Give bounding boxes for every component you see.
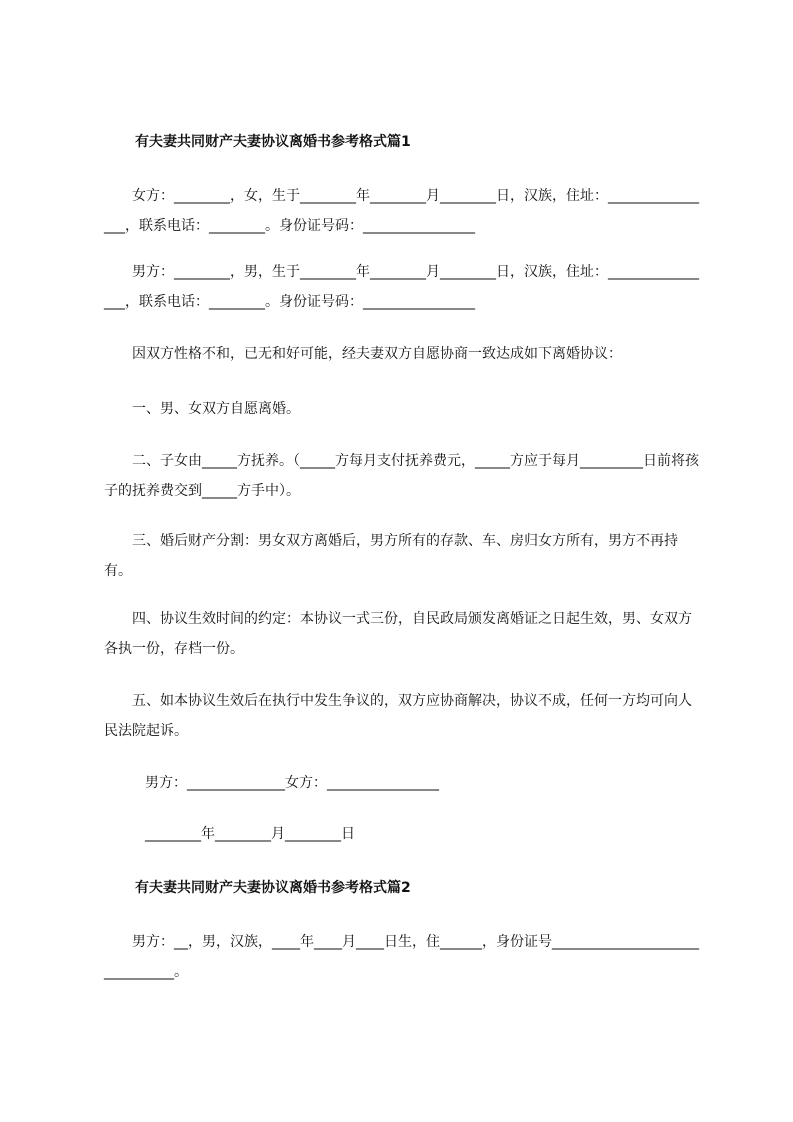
clause-3: 三、婚后财产分割：男女双方离婚后，男方所有的存款、车、房归女方所有，男方不再持有。 xyxy=(104,533,678,579)
section1-heading: 有夫妻共同财产夫妻协议离婚书参考格式篇1 xyxy=(135,134,411,150)
section2-heading: 有夫妻共同财产夫妻协议离婚书参考格式篇2 xyxy=(135,880,411,896)
section2-male-info: 男方：__，男，汉族，____年____月____日生，住______，身份证号_______________________________。 xyxy=(104,934,699,980)
intro-paragraph: 因双方性格不和，已无和好可能，经夫妻双方自愿协商一致达成如下离婚协议： xyxy=(132,346,622,362)
male-info-paragraph: 男方：________，男，生于________年________月________日，汉族，住址：________________，联系电话：________。身份证号码：________________ xyxy=(104,264,699,310)
clause-1: 一、男、女双方自愿离婚。 xyxy=(132,401,300,417)
clause-5: 五、如本协议生效后在执行中发生争议的，双方应协商解决，协议不成，任何一方均可向人民法院起诉。 xyxy=(104,693,692,739)
female-info-paragraph: 女方：________，女，生于________年________月________日，汉族，住址：________________，联系电话：________。身份证号码：________________ xyxy=(104,188,699,234)
clause-4: 四、协议生效时间的约定：本协议一式三份，自民政局颁发离婚证之日起生效，男、女双方各执一份，存档一份。 xyxy=(104,611,692,657)
signature-line: 男方：______________女方：________________ xyxy=(145,775,439,791)
date-line: ________年________月________日 xyxy=(145,826,355,842)
clause-2: 二、子女由_____方抚养。（_____方每月支付抚养费元，_____方应于每月_________日前将孩子的抚养费交到_____方手中）。 xyxy=(104,453,699,499)
